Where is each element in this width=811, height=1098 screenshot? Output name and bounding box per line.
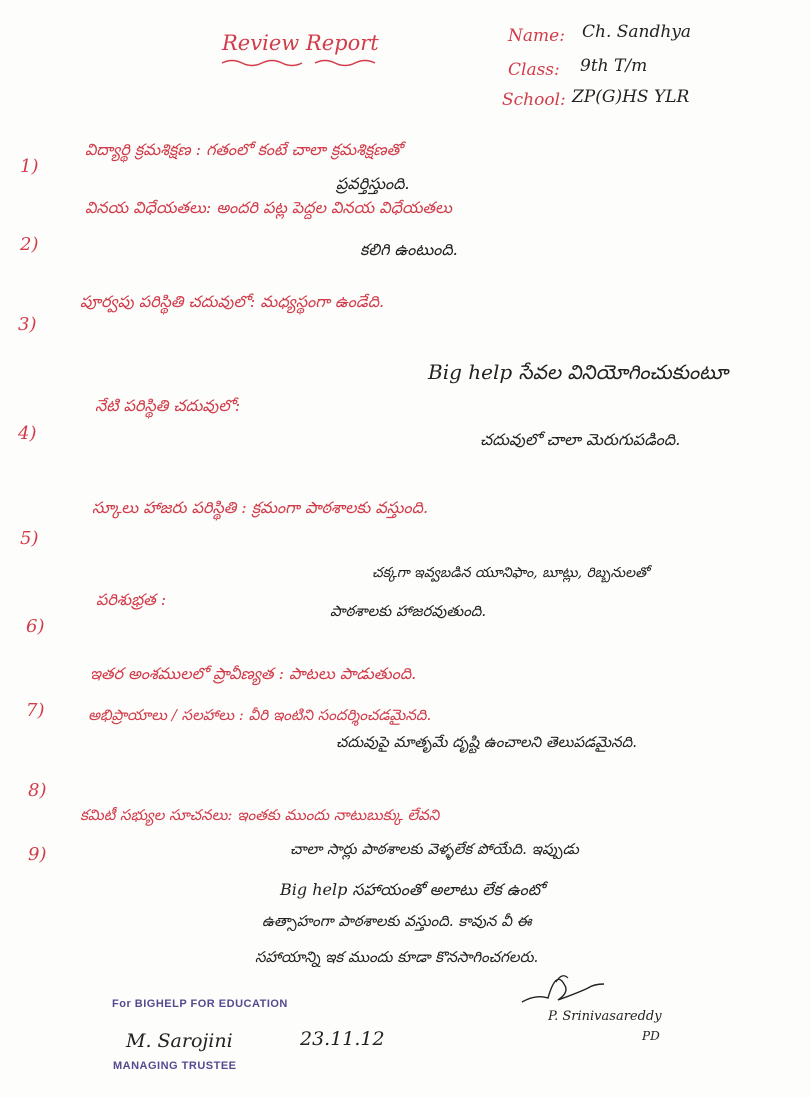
item-4-line-1: నేటి పరిస్థితి చదువులో: xyxy=(95,396,241,415)
item-6-number: 6) xyxy=(26,616,45,637)
stamp-organization: For BIGHELP FOR EDUCATION xyxy=(112,998,288,1010)
stamp-signer: M. Sarojini xyxy=(126,1030,233,1052)
item-9-line-3: Big help సహాయంతో అలాటు లేక ఉంటో xyxy=(280,880,545,899)
stamp-role: MANAGING TRUSTEE xyxy=(113,1060,237,1072)
item-9-line-4: ఉత్సాహంగా పాఠశాలకు వస్తుంది. కావున వీ ఈ xyxy=(262,912,532,930)
school-label: School: xyxy=(502,90,566,110)
item-2-line-2: కలిగి ఉంటుంది. xyxy=(360,240,458,259)
report-date: 23.11.12 xyxy=(300,1028,385,1050)
item-7-number: 7) xyxy=(26,700,45,721)
item-1-line-1: విద్యార్థి క్రమశిక్షణ : గతంలో కంటే చాలా క్రమశిక్షణతో xyxy=(85,140,403,159)
item-4-number: 4) xyxy=(18,423,37,444)
signature-scribble xyxy=(518,968,618,1014)
item-7-line-1: ఇతర అంశములలో ప్రావీణ్యత : పాటలు పాడుతుంది. xyxy=(90,664,417,683)
item-9-line-2: చాలా సార్లు పాఠశాలకు వెళ్ళలేక పోయేది. ఇప్పుడు xyxy=(290,840,579,858)
item-4-line-2: Big help సేవల వినియోగించుకుంటూ xyxy=(428,360,728,384)
item-6-line-3: పాఠశాలకు హాజరవుతుంది. xyxy=(330,602,487,620)
class-value: 9th T/m xyxy=(580,56,648,76)
item-1-line-2: ప్రవర్తిస్తుంది. xyxy=(336,174,410,193)
item-8-line-1: అభిప్రాయాలు / సలహాలు : వీరి ఇంటిని సందర్శించడమైనది. xyxy=(88,706,432,724)
item-9-line-5: సహాయాన్ని ఇక ముందు కూడా కొనసాగించగలరు. xyxy=(255,948,539,966)
name-label: Name: xyxy=(508,26,565,46)
item-6-line-1: పరిశుభ్రత : xyxy=(96,590,167,609)
school-value: ZP(G)HS YLR xyxy=(572,87,690,107)
item-2-number: 2) xyxy=(20,234,39,255)
name-value: Ch. Sandhya xyxy=(582,22,692,42)
item-8-number: 8) xyxy=(28,780,47,801)
title-underline xyxy=(220,58,390,68)
item-9-line-1: కమిటీ సభ్యుల సూచనలు: ఇంతకు ముందు నాటుబుక్కు లేవని xyxy=(80,806,440,824)
item-8-line-2: చదువుపై మాతృమే దృష్టి ఉంచాలని తెలుపడమైనది. xyxy=(336,733,637,751)
item-4-line-3: చదువులో చాలా మెరుగుపడింది. xyxy=(480,430,681,449)
item-3-line-1: పూర్వపు పరిస్థితి చదువులో: మధ్యస్థంగా ఉండేది. xyxy=(80,292,385,311)
item-5-line-1: స్కూలు హాజరు పరిస్థితి : క్రమంగా పాఠశాలకు వస్తుంది. xyxy=(92,498,429,517)
signature-suffix: PD xyxy=(642,1029,660,1043)
item-3-number: 3) xyxy=(18,314,37,335)
item-6-line-2: చక్కగా ఇవ్వబడిన యూనిఫాం, బూట్లు, రిబ్బనులతో xyxy=(372,565,649,581)
signature-name: P. Srinivasareddy xyxy=(548,1009,662,1024)
page-title: Review Report xyxy=(222,31,379,55)
item-9-number: 9) xyxy=(28,844,47,865)
class-label: Class: xyxy=(508,60,560,80)
item-5-number: 5) xyxy=(20,528,39,549)
item-1-number: 1) xyxy=(20,156,39,177)
item-2-line-1: వినయ విధేయతలు: అందరి పట్ల పెద్దల వినయ విధేయతలు xyxy=(85,198,452,217)
